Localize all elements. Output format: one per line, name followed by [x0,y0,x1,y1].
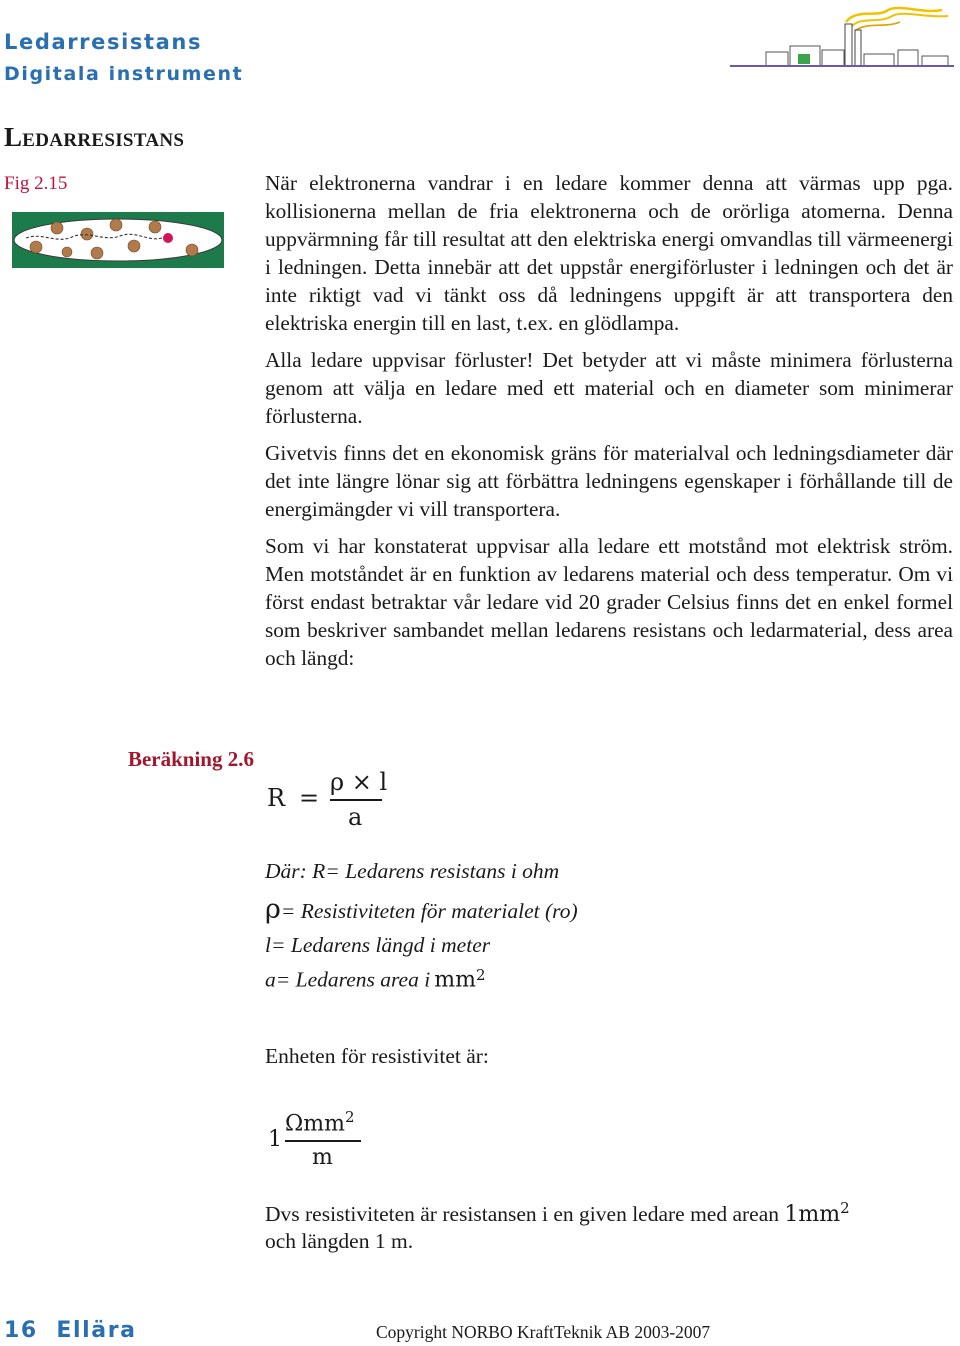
formula-denominator: a [348,803,363,831]
definition-a-unit: mm [434,967,476,993]
conclusion-text: Dvs resistiviteten är resistansen i en given ledare med arean [265,1202,780,1227]
unit-coefficient: 1 [268,1127,282,1152]
paragraph-4: Som vi har konstaterat uppvisar alla ledare ett motstånd mot elektrisk ström. Men motståndet är en funktion av ledarens material och dess temperatur. Om vi först endast betraktar vår ledare vid 20 grader Celsius finns det en enkel formel som beskriver sambandet mellan ledarens resistans och ledarmaterial, dess area och längd: [265,534,953,670]
formula-fraction-bar [330,799,382,801]
unit-fraction-bar [285,1140,361,1142]
formula-numerator: ρ × l [330,768,388,796]
definition-a [265,966,485,992]
formula-lhs: R [267,784,286,812]
header-subtitle: Digitala instrument [4,63,244,85]
conclusion-line-1 [265,1199,955,1227]
definition-a-exponent: 2 [475,966,486,984]
unit-numerator [285,1108,355,1136]
calculation-label: Beräkning 2.6 [127,747,254,771]
copyright: Copyright NORBO KraftTeknik AB 2003-2007 [376,1322,711,1342]
definition-r: Där: R= Ledarens resistans i ohm [265,859,560,883]
conclusion-exponent: 2 [840,1199,850,1217]
factory-logo-icon [728,4,956,70]
formula-equals: = [299,784,320,812]
conductor-figure-icon [12,212,224,268]
rho-symbol: ρ [265,894,281,925]
conclusion-line-2: och längden 1 m. [265,1229,414,1253]
section-title: Ledarresistans [4,122,185,152]
definition-l: l= Ledarens längd i meter [265,933,491,957]
paragraph-1: När elektronerna vandrar i en ledare kommer denna att värmas upp pga. kollisionerna mellan de fria elektronerna och de orörliga atomerna. Denna uppvärmning får till resultat att den elektriska energi omvandlas till värmeenergi i ledningen. Detta innebär att det uppstår energiförluster i ledningen och det är inte riktigt vad vi tänkt oss då ledningens uppgift är att transportera den elektriska energin till en last, t.ex. en glödlampa. [265,171,953,335]
page-number: 16 [4,1318,38,1343]
unit-heading: Enheten för resistivitet är: [265,1044,489,1068]
figure-label: Fig 2.15 [4,173,68,194]
paragraph-3: Givetvis finns det en ekonomisk gräns för materialval och ledningsdiameter där det inte längre lönar sig att förbättra ledningens egenskaper i förhållande till de energimängder vi vill transportera. [265,441,953,521]
book-title: Ellära [56,1318,137,1343]
paragraph-2: Alla ledare uppvisar förluster! Det betyder att vi måste minimera förlusterna genom att välja en ledare med ett material och en diameter som minimerar förlusterna. [265,348,953,428]
unit-numerator-exponent: 2 [344,1108,355,1126]
definition-a-text: a= Ledarens area i [265,967,431,992]
conclusion-unit: 1mm [784,1202,841,1228]
unit-denominator: m [312,1145,333,1170]
body-text [265,169,953,681]
definition-rho [265,894,578,925]
definition-rho-text: = Resistiviteten för materialet (ro) [280,899,578,923]
header-title: Ledarresistans [4,30,203,54]
footer-page [4,1318,137,1343]
unit-numerator-text: Ωmm [285,1111,345,1137]
